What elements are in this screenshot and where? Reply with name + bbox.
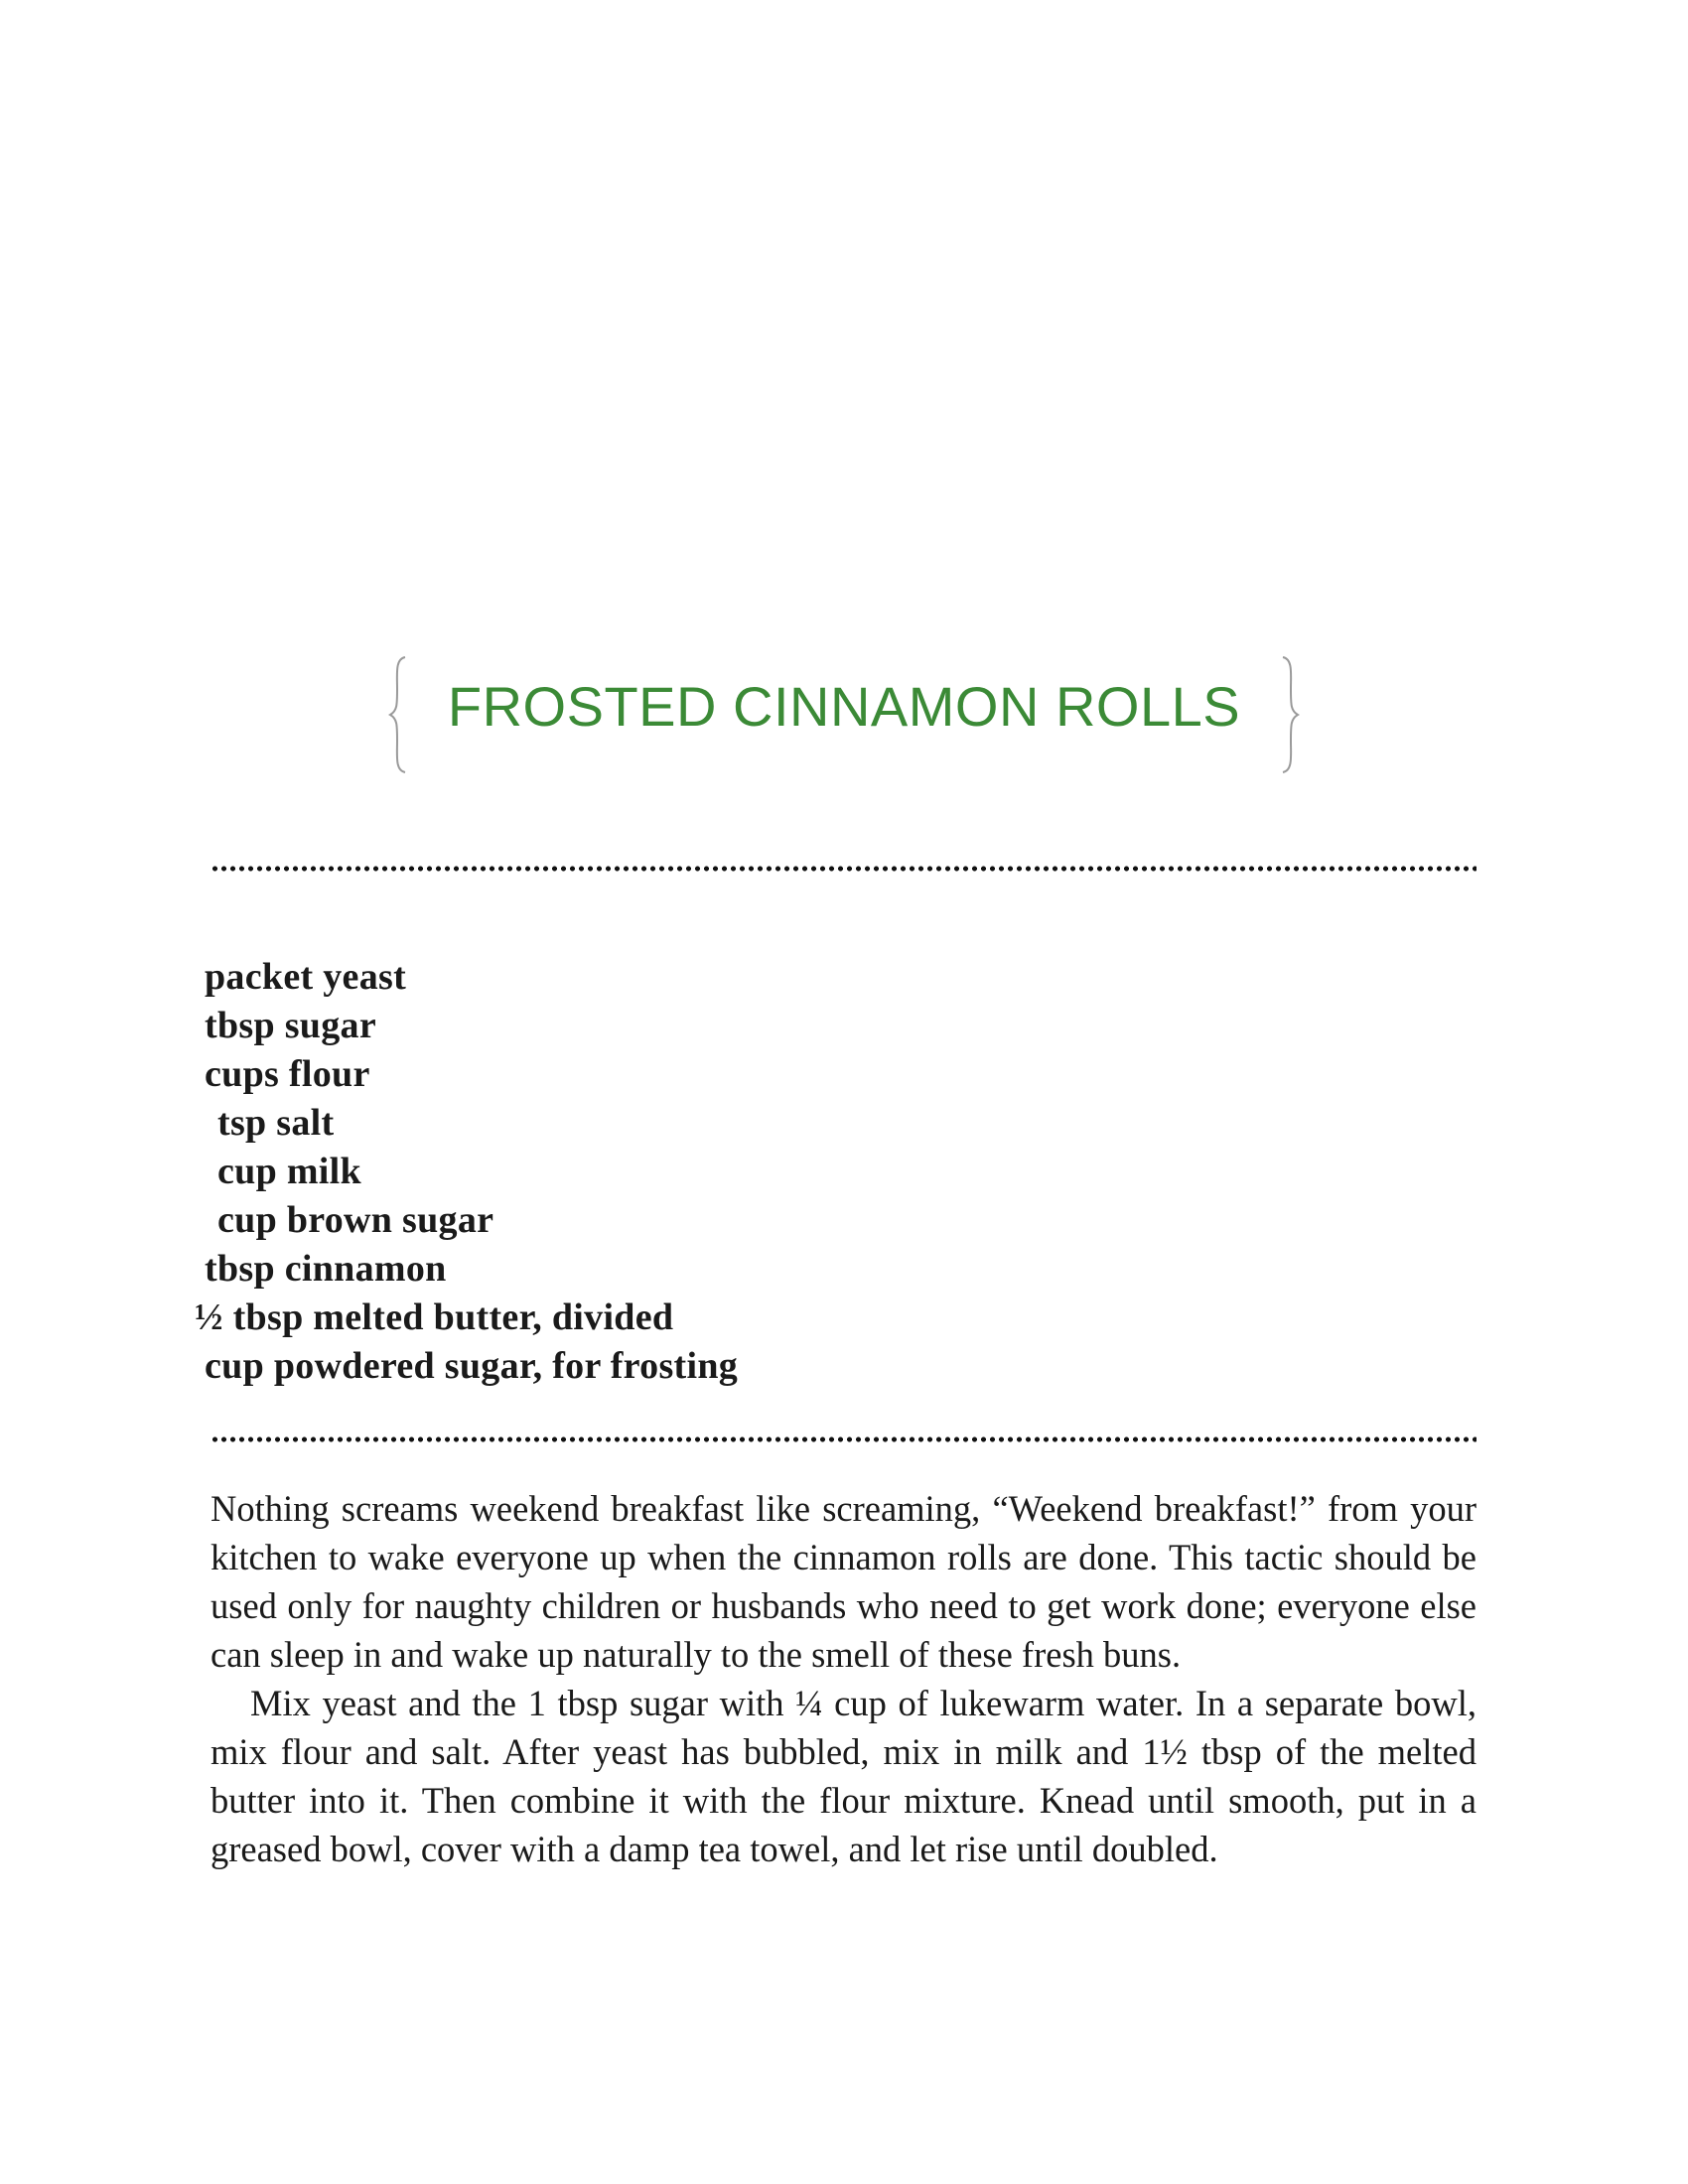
ingredient-item: tbsp sugar [205,1005,376,1046]
ingredient-item: ½ tbsp melted butter, divided [195,1297,674,1338]
intro-paragraph: Nothing screams weekend breakfast like screaming, “Weekend breakfast!” from your kitchen to wake everyone up when the cinnamon rolls are done. This tactic should be used only for naughty children or husbands who need to get work done; everyone else can sleep in and wake up naturally to the smell of these fresh buns. [211,1488,1477,1675]
bottom-dotted-divider [211,1436,1477,1442]
ingredient-item: cup brown sugar [217,1199,494,1241]
ingredient-item: tbsp cinnamon [205,1248,447,1290]
title-block [387,655,1301,774]
ingredient-item: tsp salt [217,1102,335,1144]
ingredient-item: cup milk [217,1151,361,1192]
ingredient-list [195,953,739,1391]
top-dotted-divider [211,866,1477,872]
recipe-title: FROSTED CINNAMON ROLLS [447,675,1241,738]
recipe-body [211,1484,1477,1873]
ingredient-item: cup powdered sugar, for frosting [205,1345,739,1387]
ingredient-item: cups flour [205,1053,370,1095]
left-brace-icon [387,655,411,774]
right-brace-icon [1277,655,1301,774]
ingredient-item: packet yeast [205,956,407,998]
instructions-paragraph: Mix yeast and the 1 tbsp sugar with ¼ cup of lukewarm water. In a separate bowl, mix flour and salt. After yeast has bubbled, mix in milk and 1½ tbsp of the melted butter into it. Then combine it with the flour mixture. Knead until smooth, put in a greased bowl, cover with a damp tea towel, and let rise until doubled. [211,1683,1477,1869]
